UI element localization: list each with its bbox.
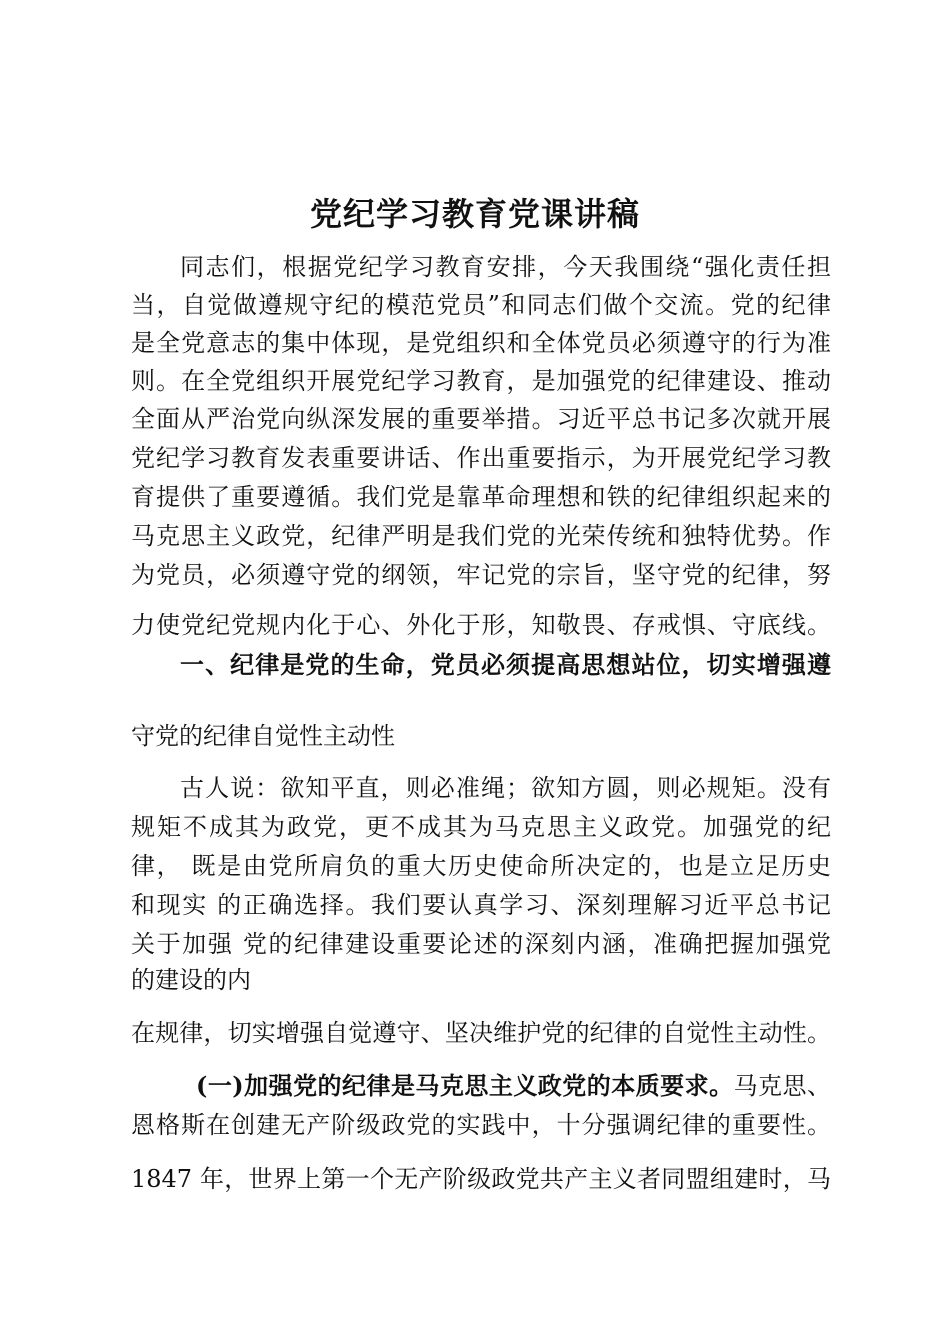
- body-line: 古人说：欲知平直，则必准绳；欲知方圆，则必规矩。没有: [180, 774, 831, 802]
- intro-line: 全面从严治党向纵深发展的重要举措。习近平总书记多次就开展: [131, 405, 831, 433]
- body-line: 恩格斯在创建无产阶级政党的实践中，十分强调纪律的重要性。: [131, 1111, 831, 1139]
- body-line: 规矩不成其为政党，更不成其为马克思主义政党。加强党的纪: [131, 813, 831, 841]
- intro-line: 是全党意志的集中体现，是党组织和全体党员必须遵守的行为准: [131, 329, 831, 357]
- intro-line: 党纪学习教育发表重要讲话、作出重要指示，为开展党纪学习教: [131, 444, 831, 472]
- document-title: 党纪学习教育党课讲稿: [309, 195, 640, 233]
- body-line: 律， 既是由党所肩负的重大历史使命所决定的，也是立足历史: [131, 852, 831, 880]
- intro-line: 同志们，根据党纪学习教育安排，今天我围绕“强化责任担: [180, 253, 831, 281]
- intro-line: 力使党纪党规内化于心、外化于形，知敬畏、存戒惧、守底线。: [131, 611, 831, 639]
- intro-line: 为党员，必须遵守党的纲领，牢记党的宗旨，坚守党的纪律，努: [131, 561, 831, 589]
- section-heading-1-continued: 守党的纪律自觉性主动性: [131, 722, 395, 750]
- intro-line: 则。在全党组织开展党纪学习教育，是加强党的纪律建设、推动: [131, 367, 831, 395]
- body-line: 关于加强 党的纪律建设重要论述的深刻内涵，准确把握加强党: [131, 930, 831, 958]
- intro-line: 当，自觉做遵规守纪的模范党员”和同志们做个交流。党的纪律: [131, 291, 831, 319]
- subsection-heading: (一)加强党的纪律是马克思主义政党的本质要求。: [196, 1071, 734, 1100]
- intro-line: 马克思主义政党，纪律严明是我们党的光荣传统和独特优势。作: [131, 522, 831, 550]
- body-line: 1847 年，世界上第一个无产阶级政党共产主义者同盟组建时，马: [131, 1165, 831, 1193]
- section-heading-1: 一、纪律是党的生命，党员必须提高思想站位，切实增强遵: [180, 651, 831, 679]
- body-line: 在规律，切实增强自觉遵守、坚决维护党的纪律的自觉性主动性。: [131, 1019, 831, 1047]
- subsection-line: [196, 1069, 831, 1103]
- subsection-text: 马克思、: [733, 1072, 831, 1100]
- body-line: 的建设的内: [131, 966, 251, 994]
- intro-line: 育提供了重要遵循。我们党是靠革命理想和铁的纪律组织起来的: [131, 483, 831, 511]
- body-line: 和现实 的正确选择。我们要认真学习、深刻理解习近平总书记: [131, 891, 831, 919]
